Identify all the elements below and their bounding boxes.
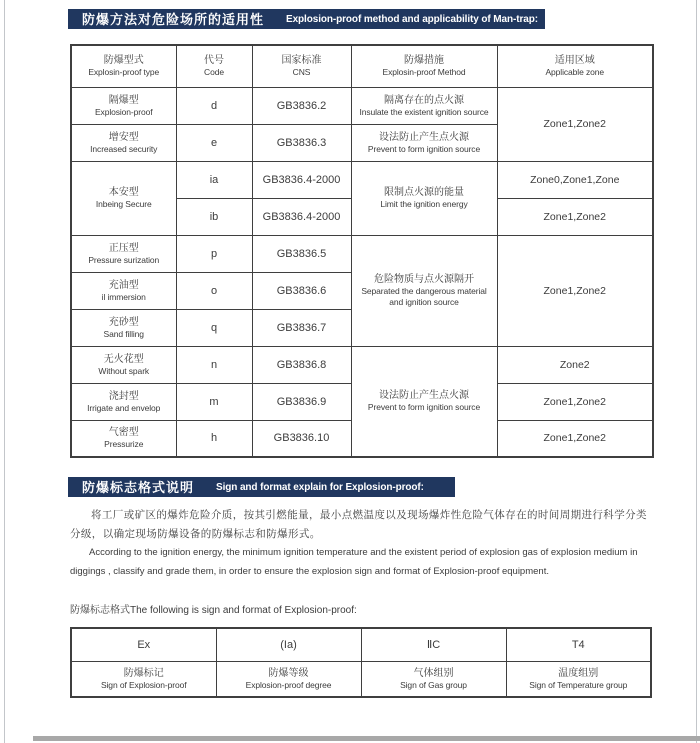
cell-cns: GB3836.5 xyxy=(252,235,351,272)
cell-code: e xyxy=(176,124,252,161)
label-zh: 气体组别 xyxy=(413,667,454,679)
method-en: Limit the ignition energy xyxy=(380,199,468,209)
banner1-title-zh: 防爆方法对危险场所的适用性 xyxy=(82,11,265,27)
sign-label-temp-group xyxy=(506,661,651,697)
sign-values-row xyxy=(71,628,651,661)
cell-zone: Zone1,Zone2 xyxy=(497,87,653,161)
page-border-left xyxy=(4,0,5,743)
header-zone-zh: 适用区域 xyxy=(554,55,595,67)
type-zh: 浇封型 xyxy=(108,390,139,402)
explosion-proof-applicability-table xyxy=(70,44,654,458)
cell-type xyxy=(71,124,176,161)
header-method xyxy=(351,45,497,87)
type-zh: 气密型 xyxy=(108,427,139,439)
cell-type xyxy=(71,272,176,309)
header-method-zh: 防爆措施 xyxy=(404,55,444,67)
cell-type xyxy=(71,161,176,235)
type-zh: 充砂型 xyxy=(108,316,139,328)
type-en: Pressurize xyxy=(104,439,144,450)
cell-cns: GB3836.4-2000 xyxy=(252,161,351,198)
cell-cns: GB3836.2 xyxy=(252,87,351,124)
cell-code: q xyxy=(176,309,252,346)
cell-code: h xyxy=(176,420,252,457)
sign-labels-row xyxy=(71,661,651,697)
header-zone xyxy=(497,45,653,87)
cell-type xyxy=(71,309,176,346)
cell-type xyxy=(71,420,176,457)
cell-zone: Zone0,Zone1,Zone xyxy=(497,161,653,198)
table-row xyxy=(71,235,653,272)
cell-zone: Zone2 xyxy=(497,346,653,383)
sign-label-degree xyxy=(216,661,361,697)
label-zh: 防爆标记 xyxy=(123,667,164,679)
header-zone-en: Applicable zone xyxy=(545,67,604,78)
type-en: Irrigate and envelop xyxy=(87,402,161,413)
method-zh: 设法防止产生点火源 xyxy=(379,131,469,143)
cell-code: ib xyxy=(176,198,252,235)
cell-cns: GB3836.3 xyxy=(252,124,351,161)
header-code-en: Code xyxy=(204,67,224,78)
header-cns-en: CNS xyxy=(292,67,311,78)
header-cns xyxy=(252,45,351,87)
type-zh: 本安型 xyxy=(108,187,139,198)
label-zh: 温度组别 xyxy=(558,667,599,679)
type-en: Sand filling xyxy=(103,328,144,339)
table-row xyxy=(71,87,653,124)
cell-method xyxy=(351,235,497,346)
cell-code: o xyxy=(176,272,252,309)
type-en: Increased security xyxy=(90,143,158,154)
header-type-en: Explosin-proof type xyxy=(88,67,160,78)
cell-code: ia xyxy=(176,161,252,198)
type-zh: 正压型 xyxy=(108,242,139,254)
cell-zone: Zone1,Zone2 xyxy=(497,420,653,457)
label-en: Sign of Gas group xyxy=(400,679,467,690)
table-row xyxy=(71,346,653,383)
paragraph-english: According to the ignition energy, the minimum ignition temperature and the existent period of explosion gas of explosion medium in diggings , classify and grade them, in order to ensure the explosion sign and format of Explosion-proof equipment. xyxy=(70,547,638,577)
method-zh: 限制点火源的能量 xyxy=(384,187,464,198)
page-footer-bar xyxy=(33,736,700,741)
paragraph-chinese: 将工厂或矿区的爆炸危险介质，按其引燃能量，最小点燃温度以及现场爆炸性危险气体存在的时间周期进行科学分类分级，以确定现场防爆设备的防爆标志和防爆形式。 xyxy=(70,509,647,540)
cell-code: d xyxy=(176,87,252,124)
method-en: Insulate the existent ignition source xyxy=(359,106,489,117)
label-en: Explosion-proof degree xyxy=(245,679,332,690)
header-type xyxy=(71,45,176,87)
cell-code: p xyxy=(176,235,252,272)
value-text: ⅡC xyxy=(426,639,441,652)
cell-method xyxy=(351,161,497,235)
label-en: Sign of Temperature group xyxy=(529,679,628,690)
value-text: (Ia) xyxy=(280,638,297,651)
sign-label-explosion-proof xyxy=(71,661,216,697)
sign-format-lead-line: 防爆标志格式The following is sign and format of Explosion-proof: xyxy=(70,605,357,616)
sign-format-table xyxy=(70,627,652,698)
header-method-en: Explosin-proof Method xyxy=(382,67,466,78)
cell-zone: Zone1,Zone2 xyxy=(497,235,653,346)
cell-method xyxy=(351,346,497,457)
cell-zone: Zone1,Zone2 xyxy=(497,383,653,420)
cell-cns: GB3836.10 xyxy=(252,420,351,457)
cell-type xyxy=(71,346,176,383)
type-zh: 增安型 xyxy=(108,131,139,143)
cell-cns: GB3836.6 xyxy=(252,272,351,309)
type-zh: 充油型 xyxy=(108,279,139,291)
banner1-title-en: Explosion-proof method and applicability of Man-trap: xyxy=(286,13,538,25)
type-en: il immersion xyxy=(101,291,146,302)
method-zh: 隔离存在的点火源 xyxy=(384,94,464,106)
cell-zone: Zone1,Zone2 xyxy=(497,198,653,235)
section-banner-applicability xyxy=(68,9,545,29)
sign-value-grade xyxy=(216,628,361,661)
value-text: Ex xyxy=(137,638,151,651)
method-zh: 危险物质与点火源隔开 xyxy=(374,274,474,285)
method-zh: 设法防止产生点火源 xyxy=(379,390,469,402)
cell-type xyxy=(71,235,176,272)
sign-value-ex xyxy=(71,628,216,661)
sign-value-temp-class xyxy=(506,628,651,661)
header-cns-zh: 国家标准 xyxy=(281,55,322,67)
cell-cns: GB3836.8 xyxy=(252,346,351,383)
sign-value-gas-group xyxy=(361,628,506,661)
type-zh: 无火花型 xyxy=(103,353,144,365)
banner2-title-zh: 防爆标志格式说明 xyxy=(82,479,195,495)
type-en: Pressure surization xyxy=(88,254,160,265)
method-en: Prevent to form ignition source xyxy=(367,143,481,154)
method-en: Separated the dangerous material and ignition source xyxy=(361,286,487,307)
cell-cns: GB3836.7 xyxy=(252,309,351,346)
value-text: T4 xyxy=(571,638,585,651)
cell-code: m xyxy=(176,383,252,420)
table-row xyxy=(71,161,653,198)
sign-label-gas-group xyxy=(361,661,506,697)
header-type-zh: 防爆型式 xyxy=(103,55,144,67)
header-code xyxy=(176,45,252,87)
cell-type xyxy=(71,383,176,420)
cell-method xyxy=(351,87,497,124)
cell-method xyxy=(351,124,497,161)
cell-cns: GB3836.4-2000 xyxy=(252,198,351,235)
page-border-right xyxy=(696,0,697,743)
type-zh: 隔爆型 xyxy=(108,94,139,106)
method-en: Prevent to form ignition source xyxy=(367,402,481,413)
section-banner-sign-format xyxy=(68,477,455,497)
table-header-row xyxy=(71,45,653,87)
label-zh: 防爆等级 xyxy=(268,667,309,679)
cell-type xyxy=(71,87,176,124)
banner2-title-en: Sign and format explain for Explosion-proof: xyxy=(216,481,424,493)
label-en: Sign of Explosion-proof xyxy=(100,679,187,690)
cell-code: n xyxy=(176,346,252,383)
type-en: Without spark xyxy=(98,365,150,376)
header-code-zh: 代号 xyxy=(204,55,224,67)
cell-cns: GB3836.9 xyxy=(252,383,351,420)
type-en: Explosion-proof xyxy=(94,106,153,117)
type-en: Inbeing Secure xyxy=(95,199,152,209)
